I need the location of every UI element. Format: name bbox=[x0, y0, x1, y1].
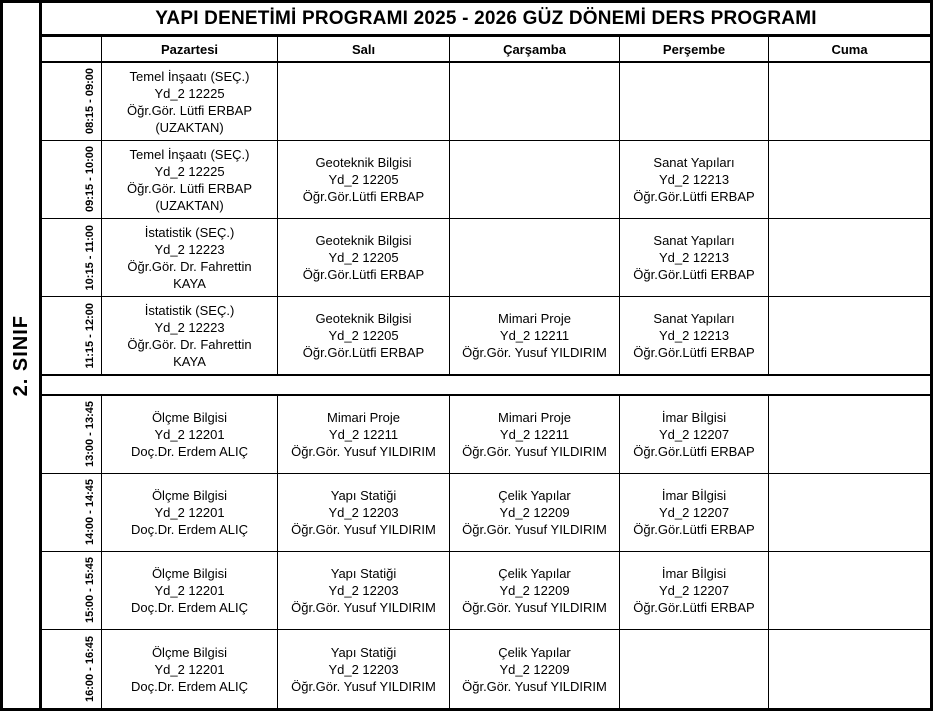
page-title: YAPI DENETİMİ PROGRAMI 2025 - 2026 GÜZ DÖNEMİ DERS PROGRAMI bbox=[42, 3, 930, 37]
course-line: Yd_2 12209 bbox=[499, 661, 570, 677]
schedule-cell bbox=[620, 63, 769, 141]
course-line: Öğr.Gör. Yusuf YILDIRIM bbox=[462, 522, 607, 537]
day-header-1: Pazartesi bbox=[102, 37, 278, 63]
schedule-cell bbox=[769, 297, 930, 375]
course-line: Öğr.Gör. Dr. Fahrettin bbox=[127, 258, 252, 274]
lunch-break-row bbox=[42, 375, 930, 396]
time-slot-text: 16:00 - 16:45 bbox=[84, 635, 96, 703]
course-line: Mimari Proje bbox=[327, 410, 400, 425]
course-line: Yd_2 12209 bbox=[499, 505, 570, 520]
course-line: İmar Bİlgisi bbox=[661, 488, 727, 503]
course-line: Yapı Statiği bbox=[330, 566, 397, 581]
time-slot-text: 15:00 - 15:45 bbox=[84, 557, 96, 624]
time-slot-text: 11:15 - 12:00 bbox=[84, 302, 96, 369]
schedule-cell bbox=[450, 141, 620, 219]
time-slot-label bbox=[42, 396, 102, 474]
course-line: Yd_2 12201 bbox=[154, 661, 225, 677]
course-line: Yd_2 12223 bbox=[154, 319, 225, 335]
schedule-cell bbox=[620, 396, 769, 474]
course-line: Sanat Yapıları bbox=[653, 311, 735, 326]
course-line: Yd_2 12203 bbox=[328, 661, 399, 677]
schedule-cell bbox=[450, 219, 620, 297]
course-line: KAYA bbox=[173, 353, 206, 369]
course-line: Öğr.Gör.Lütfi ERBAP bbox=[633, 267, 755, 282]
schedule-cell bbox=[278, 297, 450, 375]
course-line: İstatistik (SEÇ.) bbox=[144, 302, 235, 318]
course-line: Yd_2 12225 bbox=[154, 163, 225, 179]
course-line: Öğr.Gör.Lütfi ERBAP bbox=[633, 444, 755, 459]
schedule-cell bbox=[450, 396, 620, 474]
course-line: Mimari Proje bbox=[498, 410, 571, 425]
course-line: Öğr.Gör. Yusuf YILDIRIM bbox=[462, 345, 607, 360]
course-line: Ölçme Bilgisi bbox=[151, 644, 228, 660]
day-header-4: Perşembe bbox=[620, 37, 769, 63]
course-line: Doç.Dr. Erdem ALIÇ bbox=[130, 600, 249, 615]
course-line: Temel İnşaatı (SEÇ.) bbox=[129, 146, 250, 162]
course-line: Yd_2 12205 bbox=[328, 328, 399, 343]
time-slot-label bbox=[42, 141, 102, 219]
schedule-cell bbox=[102, 396, 278, 474]
schedule-cell bbox=[769, 219, 930, 297]
course-line: Yd_2 12211 bbox=[499, 427, 570, 442]
time-slot-label bbox=[42, 630, 102, 708]
course-line: Öğr.Gör.Lütfi ERBAP bbox=[302, 189, 425, 204]
schedule-cell bbox=[278, 219, 450, 297]
time-column-header bbox=[42, 37, 102, 63]
time-slot-text: 14:00 - 14:45 bbox=[84, 479, 96, 546]
course-line: Mimari Proje bbox=[498, 311, 571, 326]
course-line: Çelik Yapılar bbox=[498, 488, 571, 503]
schedule-cell bbox=[278, 141, 450, 219]
schedule-cell bbox=[450, 552, 620, 630]
schedule-cell bbox=[769, 396, 930, 474]
course-line: Öğr.Gör. Yusuf YILDIRIM bbox=[291, 600, 436, 615]
course-line: Öğr.Gör.Lütfi ERBAP bbox=[302, 345, 425, 360]
class-label: 2. SINIF bbox=[9, 314, 32, 397]
course-line: Yd_2 12213 bbox=[658, 172, 730, 187]
course-line: Yd_2 12205 bbox=[328, 250, 399, 265]
course-line: Öğr.Gör.Lütfi ERBAP bbox=[302, 267, 425, 282]
course-line: Yd_2 12223 bbox=[154, 241, 225, 257]
course-line: Yd_2 12207 bbox=[658, 505, 730, 520]
schedule-cell bbox=[278, 396, 450, 474]
course-line: Yd_2 12225 bbox=[154, 85, 225, 101]
course-line: Ölçme Bilgisi bbox=[151, 488, 228, 503]
day-header-5: Cuma bbox=[769, 37, 930, 63]
schedule-cell bbox=[278, 630, 450, 708]
schedule-cell bbox=[769, 141, 930, 219]
course-line: Yd_2 12207 bbox=[658, 427, 730, 442]
schedule-cell bbox=[620, 141, 769, 219]
schedule-cell bbox=[278, 552, 450, 630]
schedule-cell bbox=[620, 630, 769, 708]
course-line: Yd_2 12201 bbox=[154, 427, 225, 442]
course-line: Öğr.Gör. Yusuf YILDIRIM bbox=[291, 678, 436, 694]
schedule-cell bbox=[620, 219, 769, 297]
course-line: İstatistik (SEÇ.) bbox=[144, 224, 235, 240]
time-slot-text: 13:00 - 13:45 bbox=[84, 401, 96, 468]
course-line: Yd_2 12203 bbox=[328, 583, 399, 598]
class-column bbox=[3, 3, 42, 708]
course-line: Öğr.Gör. Yusuf YILDIRIM bbox=[291, 444, 436, 459]
course-line: Öğr.Gör.Lütfi ERBAP bbox=[633, 345, 755, 360]
course-line: Yapı Statiği bbox=[330, 644, 397, 660]
course-line: KAYA bbox=[173, 275, 206, 291]
course-line: Temel İnşaatı (SEÇ.) bbox=[129, 68, 250, 84]
course-line: Ölçme Bilgisi bbox=[151, 566, 228, 581]
schedule-cell bbox=[450, 297, 620, 375]
course-line: Öğr.Gör. Yusuf YILDIRIM bbox=[462, 600, 607, 615]
schedule-cell bbox=[620, 297, 769, 375]
course-line: Yd_2 12209 bbox=[499, 583, 570, 598]
course-line: Öğr.Gör. Yusuf YILDIRIM bbox=[462, 444, 607, 459]
course-line: Geoteknik Bilgisi bbox=[315, 311, 412, 326]
schedule-cell bbox=[102, 141, 278, 219]
course-line: Doç.Dr. Erdem ALIÇ bbox=[130, 678, 249, 694]
course-line: Çelik Yapılar bbox=[498, 644, 571, 660]
course-line: Geoteknik Bilgisi bbox=[315, 233, 412, 248]
schedule-cell bbox=[102, 630, 278, 708]
schedule-cell bbox=[102, 552, 278, 630]
course-line: Öğr.Gör. Lütfi ERBAP bbox=[127, 102, 252, 118]
time-slot-label bbox=[42, 219, 102, 297]
course-line: Yd_2 12211 bbox=[499, 328, 570, 343]
course-line: Yd_2 12201 bbox=[154, 583, 225, 598]
schedule-cell bbox=[102, 63, 278, 141]
course-line: (UZAKTAN) bbox=[155, 119, 224, 135]
course-line: Yd_2 12201 bbox=[154, 505, 225, 520]
schedule-cell bbox=[620, 474, 769, 552]
course-line: Yd_2 12213 bbox=[658, 250, 730, 265]
schedule-cell bbox=[620, 552, 769, 630]
course-line: İmar Bİlgisi bbox=[661, 566, 727, 581]
course-line: Yd_2 12211 bbox=[328, 427, 399, 442]
course-line: Öğr.Gör.Lütfi ERBAP bbox=[633, 189, 755, 204]
schedule-cell bbox=[450, 474, 620, 552]
schedule-cell bbox=[769, 63, 930, 141]
schedule-grid bbox=[42, 3, 930, 708]
course-line: Doç.Dr. Erdem ALIÇ bbox=[130, 444, 249, 459]
time-slot-text: 08:15 - 09:00 bbox=[84, 68, 96, 135]
course-line: Öğr.Gör.Lütfi ERBAP bbox=[633, 522, 755, 537]
course-line: Sanat Yapıları bbox=[653, 155, 735, 170]
course-line: Öğr.Gör. Yusuf YILDIRIM bbox=[462, 678, 607, 694]
course-line: Çelik Yapılar bbox=[498, 566, 571, 581]
course-line: Yd_2 12213 bbox=[658, 328, 730, 343]
course-line: Yd_2 12205 bbox=[328, 172, 399, 187]
course-line: (UZAKTAN) bbox=[155, 197, 224, 213]
schedule-cell bbox=[102, 297, 278, 375]
course-line: Geoteknik Bilgisi bbox=[315, 155, 412, 170]
time-slot-label bbox=[42, 297, 102, 375]
time-slot-label bbox=[42, 63, 102, 141]
course-line: Öğr.Gör. Lütfi ERBAP bbox=[127, 180, 252, 196]
course-line: Ölçme Bilgisi bbox=[151, 410, 228, 425]
time-slot-label bbox=[42, 474, 102, 552]
schedule-cell bbox=[102, 474, 278, 552]
schedule-cell bbox=[769, 552, 930, 630]
time-slot-text: 09:15 - 10:00 bbox=[84, 146, 96, 213]
schedule-cell bbox=[450, 630, 620, 708]
course-line: Yd_2 12203 bbox=[328, 505, 399, 520]
course-line: Öğr.Gör. Yusuf YILDIRIM bbox=[291, 522, 436, 537]
course-line: Yd_2 12207 bbox=[658, 583, 730, 598]
course-line: Öğr.Gör.Lütfi ERBAP bbox=[633, 600, 755, 615]
course-line: Sanat Yapıları bbox=[653, 233, 735, 248]
schedule-cell bbox=[102, 219, 278, 297]
schedule-cell bbox=[450, 63, 620, 141]
schedule-cell bbox=[278, 474, 450, 552]
time-slot-text: 10:15 - 11:00 bbox=[84, 224, 96, 291]
course-line: Doç.Dr. Erdem ALIÇ bbox=[130, 522, 249, 537]
schedule-cell bbox=[769, 474, 930, 552]
course-line: Yapı Statiği bbox=[330, 488, 397, 503]
schedule-cell bbox=[278, 63, 450, 141]
time-slot-label bbox=[42, 552, 102, 630]
course-line: Öğr.Gör. Dr. Fahrettin bbox=[127, 336, 252, 352]
day-header-2: Salı bbox=[278, 37, 450, 63]
day-header-3: Çarşamba bbox=[450, 37, 620, 63]
schedule-cell bbox=[769, 630, 930, 708]
course-line: İmar Bİlgisi bbox=[661, 410, 727, 425]
